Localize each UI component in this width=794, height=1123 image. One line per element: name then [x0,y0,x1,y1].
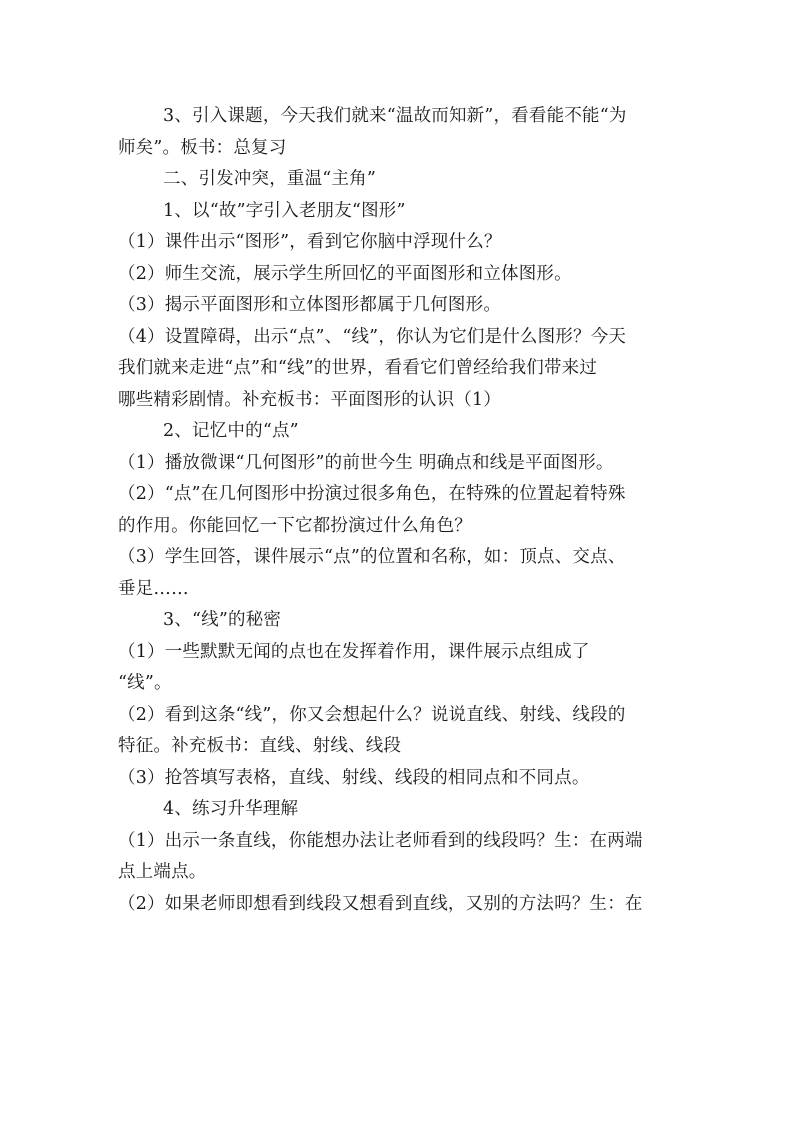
text-line: 二、引发冲突，重温“主角” [163,169,376,189]
text-line: （3）学生回答，课件展示“点”的位置和名称，如：顶点、交点、 [118,547,626,567]
text-line: 4、练习升华理解 [163,799,299,819]
text-line: （1）出示一条直线，你能想办法让老师看到的线段吗？生：在两端 [118,830,643,851]
text-line: 的作用。你能回忆一下它都扮演过什么角色？ [118,515,472,536]
text-line: 垂足…… [118,578,189,599]
text-line: （3）揭示平面图形和立体图形都属于几何图形。 [118,295,502,315]
text-line: （3）抢答填写表格，直线、射线、线段的相同点和不同点。 [118,767,590,788]
text-line: （2）师生交流，展示学生所回忆的平面图形和立体图形。 [118,263,572,284]
text-line: （2）“点”在几何图形中扮演过很多角色，在特殊的位置起着特殊 [118,484,626,504]
text-line: 哪些精彩剧情。补充板书：平面图形的认识（1） [118,389,502,410]
text-line: 特征。补充板书：直线、射线、线段 [118,736,402,756]
text-line: “线”。 [118,673,172,693]
text-line: 3、“线”的秘密 [163,610,282,630]
text-line: （1）一些默默无闻的点也在发挥着作用，课件展示点组成了 [118,641,590,662]
text-line: （2）如果老师即想看到线段又想看到直线，又别的方法吗？生：在 [118,893,643,914]
text-line: （2）看到这条“线”，你又会想起什么？说说直线、射线、线段的 [118,704,626,725]
text-line: 师矣”。板书：总复习 [118,137,287,158]
text-line: 2、记忆中的“点” [163,421,299,441]
text-line: （4）设置障碍，出示“点”、“线”，你认为它们是什么图形？今天 [118,326,627,347]
text-line: 1、以“故”字引入老朋友“图形” [163,200,406,221]
document-body [118,101,678,920]
text-line: 点上端点。 [118,862,207,882]
text-line: 我们就来走进“点”和“线”的世界，看看它们曾经给我们带来过 [118,358,598,378]
text-line: 3、引入课题，今天我们就来“温故而知新”，看看能不能“为 [163,106,627,126]
text-line: （1）课件出示“图形”，看到它你脑中浮现什么？ [118,232,502,252]
text-line: （1）播放微课“几何图形”的前世今生 明确点和线是平面图形。 [118,452,614,473]
